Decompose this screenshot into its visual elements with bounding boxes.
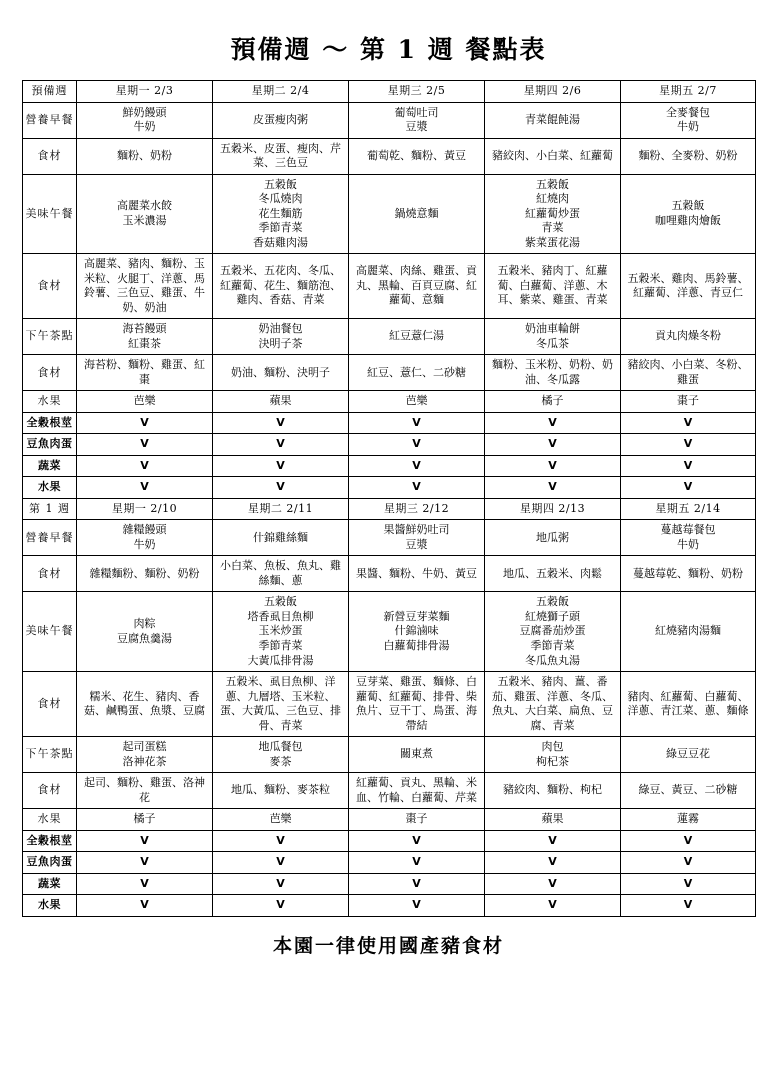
table-row-week2-protein xyxy=(23,852,756,874)
fruit-cell: 橘子 xyxy=(77,809,213,831)
breakfast-cell: 什錦雞絲麵 xyxy=(213,520,349,556)
row-label-breakfast: 營養早餐 xyxy=(23,520,77,556)
lunch-cell: 高麗菜水餃 玉米濃湯 xyxy=(77,174,213,254)
ingredient-cell: 小白菜、魚板、魚丸、雞絲麵、蔥 xyxy=(213,556,349,592)
menu-table xyxy=(22,80,756,917)
fruit-cell: 蓮霧 xyxy=(621,809,756,831)
check-mark: V xyxy=(621,895,756,917)
row-label-grains: 全穀根莖 xyxy=(23,830,77,852)
footer-note: 本園一律使用國產豬食材 xyxy=(272,934,504,957)
snack-cell: 關東煮 xyxy=(349,737,485,773)
breakfast-cell: 皮蛋瘦肉粥 xyxy=(213,102,349,138)
fruit-cell: 芭樂 xyxy=(349,391,485,413)
check-mark: V xyxy=(213,873,349,895)
ingredient-cell: 五穀米、豬肉、薑、番茄、雞蛋、洋蔥、冬瓜、魚丸、大白菜、扁魚、豆腐、青菜 xyxy=(485,672,621,737)
check-mark: V xyxy=(213,895,349,917)
breakfast-cell: 全麥餐包 牛奶 xyxy=(621,102,756,138)
row-label-protein: 豆魚肉蛋 xyxy=(23,434,77,456)
ingredient-cell: 五穀米、雞肉、馬鈴薯、紅蘿蔔、洋蔥、青豆仁 xyxy=(621,254,756,319)
ingredient-cell: 地瓜、麵粉、麥茶粒 xyxy=(213,773,349,809)
page-title: 預備週 ～ 第 1 週 餐點表 xyxy=(230,35,547,64)
ingredient-cell: 葡萄乾、麵粉、黃豆 xyxy=(349,138,485,174)
day-header: 星期四 2/6 xyxy=(485,81,621,103)
table-row-week2-header xyxy=(23,498,756,520)
check-mark: V xyxy=(77,873,213,895)
check-mark: V xyxy=(349,434,485,456)
lunch-cell: 五穀飯 咖哩雞肉燴飯 xyxy=(621,174,756,254)
day-header: 星期一 2/10 xyxy=(77,498,213,520)
check-mark: V xyxy=(213,455,349,477)
ingredient-cell: 五穀米、虱目魚柳、洋蔥、九層塔、玉米粒、蛋、大黃瓜、三色豆、排骨、青菜 xyxy=(213,672,349,737)
table-row-week1-snack-ingredients xyxy=(23,355,756,391)
ingredient-cell: 高麗菜、肉絲、雞蛋、貢丸、黑輪、百頁豆腐、紅蘿蔔、意麵 xyxy=(349,254,485,319)
check-mark: V xyxy=(349,455,485,477)
check-mark: V xyxy=(621,412,756,434)
lunch-cell: 鍋燒意麵 xyxy=(349,174,485,254)
day-header: 星期三 2/12 xyxy=(349,498,485,520)
table-row-week1-lunch-ingredients xyxy=(23,254,756,319)
table-row-week2-lunch xyxy=(23,592,756,672)
check-mark: V xyxy=(621,852,756,874)
check-mark: V xyxy=(77,412,213,434)
ingredient-cell: 五穀米、皮蛋、瘦肉、芹菜、三色豆 xyxy=(213,138,349,174)
snack-cell: 海苔饅頭 紅棗茶 xyxy=(77,319,213,355)
breakfast-cell: 鮮奶饅頭 牛奶 xyxy=(77,102,213,138)
breakfast-cell: 葡萄吐司 豆漿 xyxy=(349,102,485,138)
week-label: 預備週 xyxy=(23,81,77,103)
table-row-week1-fruit-group xyxy=(23,477,756,499)
table-row-week2-grains xyxy=(23,830,756,852)
snack-cell: 肉包 枸杞茶 xyxy=(485,737,621,773)
fruit-cell: 蘋果 xyxy=(485,809,621,831)
lunch-cell: 新營豆芽菜麵 什錦滷味 白蘿蔔排骨湯 xyxy=(349,592,485,672)
ingredient-cell: 豬絞肉、小白菜、紅蘿蔔 xyxy=(485,138,621,174)
lunch-cell: 肉粽 豆腐魚羹湯 xyxy=(77,592,213,672)
breakfast-cell: 雜糧饅頭 牛奶 xyxy=(77,520,213,556)
table-row-week2-snack xyxy=(23,737,756,773)
check-mark: V xyxy=(485,455,621,477)
ingredient-cell: 豬肉、紅蘿蔔、白蘿蔔、洋蔥、青江菜、蔥、麵條 xyxy=(621,672,756,737)
row-label-breakfast: 營養早餐 xyxy=(23,102,77,138)
table-row-week2-vegetable xyxy=(23,873,756,895)
check-mark: V xyxy=(349,873,485,895)
breakfast-cell: 地瓜粥 xyxy=(485,520,621,556)
fruit-cell: 蘋果 xyxy=(213,391,349,413)
ingredient-cell: 海苔粉、麵粉、雞蛋、紅棗 xyxy=(77,355,213,391)
fruit-cell: 棗子 xyxy=(349,809,485,831)
row-label-ingredient: 食材 xyxy=(23,773,77,809)
row-label-ingredient: 食材 xyxy=(23,138,77,174)
check-mark: V xyxy=(485,477,621,499)
check-mark: V xyxy=(485,895,621,917)
snack-cell: 綠豆豆花 xyxy=(621,737,756,773)
table-row-week1-breakfast-ingredients xyxy=(23,138,756,174)
check-mark: V xyxy=(621,477,756,499)
ingredient-cell: 豬絞肉、小白菜、冬粉、雞蛋 xyxy=(621,355,756,391)
table-row-week1-fruit xyxy=(23,391,756,413)
row-label-protein: 豆魚肉蛋 xyxy=(23,852,77,874)
check-mark: V xyxy=(485,873,621,895)
week-label: 第 1 週 xyxy=(23,498,77,520)
ingredient-cell: 麵粉、奶粉 xyxy=(77,138,213,174)
day-header: 星期三 2/5 xyxy=(349,81,485,103)
snack-cell: 奶油車輪餅 冬瓜茶 xyxy=(485,319,621,355)
ingredient-cell: 麵粉、玉米粉、奶粉、奶油、冬瓜露 xyxy=(485,355,621,391)
day-header: 星期五 2/7 xyxy=(621,81,756,103)
check-mark: V xyxy=(213,852,349,874)
check-mark: V xyxy=(349,412,485,434)
check-mark: V xyxy=(485,412,621,434)
check-mark: V xyxy=(349,477,485,499)
ingredient-cell: 起司、麵粉、雞蛋、洛神花 xyxy=(77,773,213,809)
row-label-fruit: 水果 xyxy=(23,809,77,831)
lunch-cell: 五穀飯 冬瓜燒肉 花生麵筋 季節青菜 香菇雞肉湯 xyxy=(213,174,349,254)
fruit-cell: 棗子 xyxy=(621,391,756,413)
row-label-ingredient: 食材 xyxy=(23,556,77,592)
day-header: 星期二 2/4 xyxy=(213,81,349,103)
lunch-cell: 五穀飯 紅燒肉 紅蘿蔔炒蛋 青菜 紫菜蛋花湯 xyxy=(485,174,621,254)
ingredient-cell: 紅豆、薏仁、二砂糖 xyxy=(349,355,485,391)
fruit-cell: 芭樂 xyxy=(77,391,213,413)
check-mark: V xyxy=(485,852,621,874)
check-mark: V xyxy=(213,830,349,852)
table-row-week2-fruit xyxy=(23,809,756,831)
breakfast-cell: 蔓越莓餐包 牛奶 xyxy=(621,520,756,556)
check-mark: V xyxy=(621,830,756,852)
ingredient-cell: 果醬、麵粉、牛奶、黃豆 xyxy=(349,556,485,592)
check-mark: V xyxy=(621,455,756,477)
check-mark: V xyxy=(213,412,349,434)
snack-cell: 奶油餐包 決明子茶 xyxy=(213,319,349,355)
row-label-snack: 下午茶點 xyxy=(23,737,77,773)
row-label-vegetable: 蔬菜 xyxy=(23,455,77,477)
table-row-week2-lunch-ingredients xyxy=(23,672,756,737)
row-label-ingredient: 食材 xyxy=(23,254,77,319)
ingredient-cell: 蔓越莓乾、麵粉、奶粉 xyxy=(621,556,756,592)
row-label-vegetable: 蔬菜 xyxy=(23,873,77,895)
row-label-snack: 下午茶點 xyxy=(23,319,77,355)
check-mark: V xyxy=(77,830,213,852)
table-row-week1-protein xyxy=(23,434,756,456)
table-row-week1-snack xyxy=(23,319,756,355)
table-row-week1-breakfast xyxy=(23,102,756,138)
row-label-fruit: 水果 xyxy=(23,391,77,413)
day-header: 星期五 2/14 xyxy=(621,498,756,520)
ingredient-cell: 麵粉、全麥粉、奶粉 xyxy=(621,138,756,174)
check-mark: V xyxy=(621,434,756,456)
table-row-week1-header xyxy=(23,81,756,103)
check-mark: V xyxy=(485,434,621,456)
ingredient-cell: 紅蘿蔔、貢丸、黑輪、米血、竹輪、白蘿蔔、芹菜 xyxy=(349,773,485,809)
check-mark: V xyxy=(77,895,213,917)
check-mark: V xyxy=(621,873,756,895)
ingredient-cell: 綠豆、黃豆、二砂糖 xyxy=(621,773,756,809)
ingredient-cell: 雜糧麵粉、麵粉、奶粉 xyxy=(77,556,213,592)
row-label-ingredient: 食材 xyxy=(23,672,77,737)
table-row-week2-breakfast xyxy=(23,520,756,556)
snack-cell: 紅豆薏仁湯 xyxy=(349,319,485,355)
ingredient-cell: 五穀米、豬肉丁、紅蘿蔔、白蘿蔔、洋蔥、木耳、紫菜、雞蛋、青菜 xyxy=(485,254,621,319)
day-header: 星期一 2/3 xyxy=(77,81,213,103)
check-mark: V xyxy=(77,455,213,477)
day-header: 星期四 2/13 xyxy=(485,498,621,520)
table-row-week2-fruit-group xyxy=(23,895,756,917)
check-mark: V xyxy=(349,895,485,917)
table-row-week1-grains xyxy=(23,412,756,434)
table-row-week2-breakfast-ingredients xyxy=(23,556,756,592)
check-mark: V xyxy=(77,477,213,499)
check-mark: V xyxy=(77,434,213,456)
ingredient-cell: 高麗菜、豬肉、麵粉、玉米粒、火腿丁、洋蔥、馬鈴薯、三色豆、雞蛋、牛奶、奶油 xyxy=(77,254,213,319)
check-mark: V xyxy=(213,477,349,499)
row-label-grains: 全穀根莖 xyxy=(23,412,77,434)
snack-cell: 貢丸肉燥冬粉 xyxy=(621,319,756,355)
row-label-ingredient: 食材 xyxy=(23,355,77,391)
lunch-cell: 紅燒豬肉湯麵 xyxy=(621,592,756,672)
lunch-cell: 五穀飯 塔香虱目魚柳 玉米炒蛋 季節青菜 大黃瓜排骨湯 xyxy=(213,592,349,672)
day-header: 星期二 2/11 xyxy=(213,498,349,520)
check-mark: V xyxy=(349,852,485,874)
fruit-cell: 橘子 xyxy=(485,391,621,413)
ingredient-cell: 五穀米、五花肉、冬瓜、紅蘿蔔、花生、麵筋泡、雞肉、香菇、青菜 xyxy=(213,254,349,319)
table-row-week1-lunch xyxy=(23,174,756,254)
snack-cell: 起司蛋糕 洛神花茶 xyxy=(77,737,213,773)
breakfast-cell: 果醬鮮奶吐司 豆漿 xyxy=(349,520,485,556)
table-row-week2-snack-ingredients xyxy=(23,773,756,809)
snack-cell: 地瓜餐包 麥茶 xyxy=(213,737,349,773)
ingredient-cell: 豬絞肉、麵粉、枸杞 xyxy=(485,773,621,809)
check-mark: V xyxy=(349,830,485,852)
table-row-week1-vegetable xyxy=(23,455,756,477)
row-label-fruit-group: 水果 xyxy=(23,895,77,917)
ingredient-cell: 糯米、花生、豬肉、香菇、鹹鴨蛋、魚漿、豆腐 xyxy=(77,672,213,737)
ingredient-cell: 地瓜、五穀米、肉鬆 xyxy=(485,556,621,592)
check-mark: V xyxy=(485,830,621,852)
breakfast-cell: 青菜餛飩湯 xyxy=(485,102,621,138)
row-label-lunch: 美味午餐 xyxy=(23,174,77,254)
fruit-cell: 芭樂 xyxy=(213,809,349,831)
check-mark: V xyxy=(213,434,349,456)
check-mark: V xyxy=(77,852,213,874)
ingredient-cell: 奶油、麵粉、決明子 xyxy=(213,355,349,391)
row-label-fruit-group: 水果 xyxy=(23,477,77,499)
row-label-lunch: 美味午餐 xyxy=(23,592,77,672)
lunch-cell: 五穀飯 紅燒獅子頭 豆腐番茄炒蛋 季節青菜 冬瓜魚丸湯 xyxy=(485,592,621,672)
ingredient-cell: 豆芽菜、雞蛋、麵條、白蘿蔔、紅蘿蔔、排骨、柴魚片、豆干丁、鳥蛋、海帶結 xyxy=(349,672,485,737)
